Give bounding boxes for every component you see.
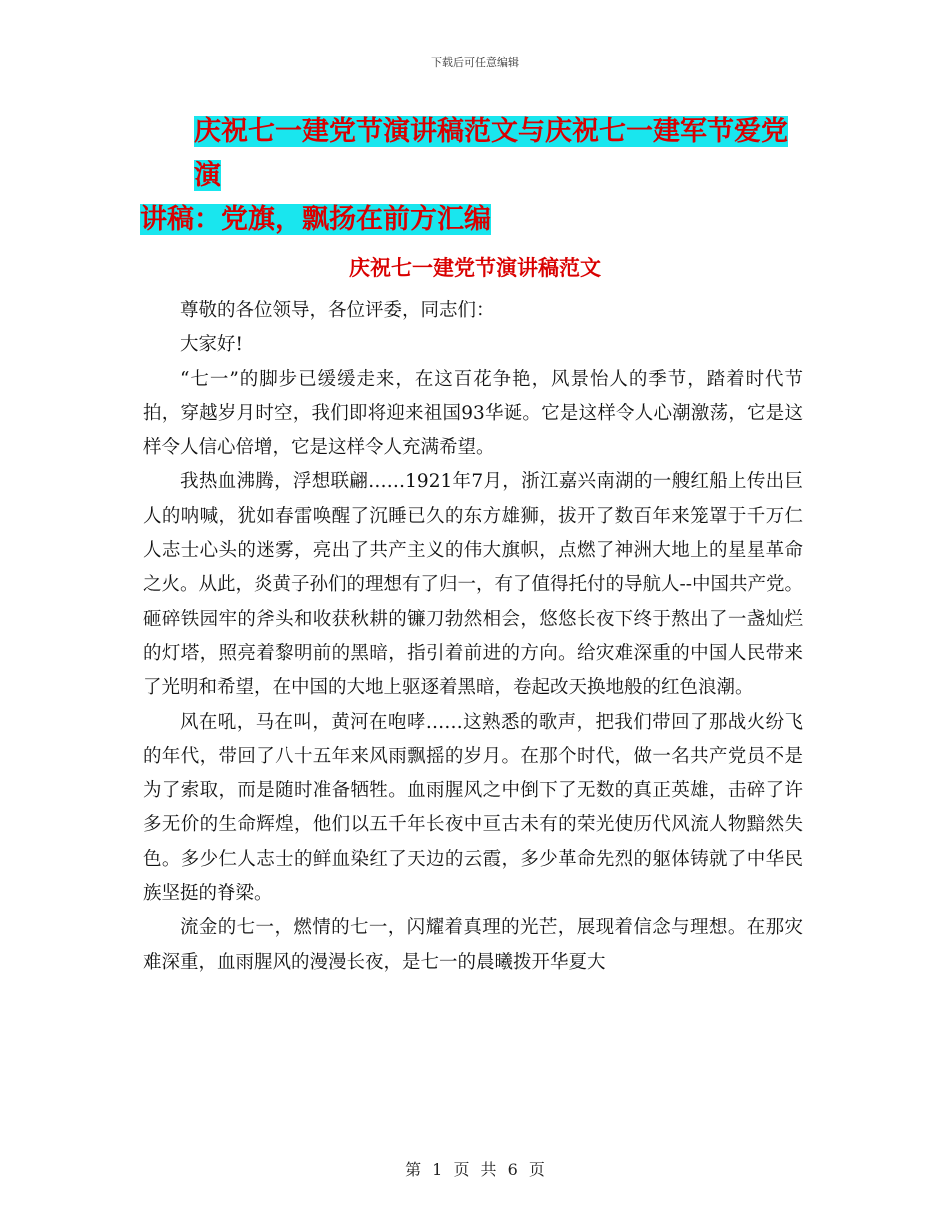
paragraph: 我热血沸腾，浮想联翩……1921年7月，浙江嘉兴南湖的一艘红船上传出巨人的呐喊，犹如春雷唤醒了沉睡已久的东方雄狮，拔开了数百年来笼罩于千万仁人志士心头的迷雾，亮出了共产主义的伟大旗帜，点燃了神洲大地上的星星革命之火。从此，炎黄子孙们的理想有了归一，有了值得托付的导航人--中国共产党。砸碎铁园牢的斧头和收获秋耕的镰刀勃然相会，悠悠长夜下终于熬出了一盏灿烂的灯塔，照亮着黎明前的黑暗，指引着前进的方向。给灾难深重的中国人民带来了光明和希望，在中国的大地上驱逐着黑暗，卷起改天换地般的红色浪潮。 (143, 471, 804, 699)
paragraph: “七一”的脚步已缓缓走来，在这百花争艳，风景怡人的季节，踏着时代节拍，穿越岁月时空，我们即将迎来祖国93华诞。它是这样令人心潮激荡，它是这样令人信心倍增，它是这样令人充满希望。 (143, 368, 803, 459)
paragraph: 风在吼，马在叫，黄河在咆哮……这熟悉的歌声，把我们带回了那战火纷飞的年代，带回了八十五年来风雨飘摇的岁月。在那个时代，做一名共产党员不是为了索取，而是随时准备牺牲。血雨腥风之中倒下了无数的真正英雄，击碎了许多无价的生命辉煌，他们以五千年长夜中亘古未有的荣光使历代风流人物黯然失色。多少仁人志士的鲜血染红了天边的云霞，多少革命先烈的躯体铸就了中华民族坚挺的脊梁。 (143, 711, 803, 905)
document-body (143, 294, 803, 980)
page-number-footer: 第 1 页 共 6 页 (405, 1160, 545, 1179)
title-line-1: 庆祝七一建党节演讲稿范文与庆祝七一建军节爱党演 (194, 116, 788, 191)
section-title: 庆祝七一建党节演讲稿范文 (349, 255, 601, 280)
title-line-2: 讲稿：党旗，飘扬在前方汇编 (140, 204, 491, 235)
paragraph-greeting: 大家好! (180, 334, 243, 356)
paragraph: 流金的七一，燃情的七一，闪耀着真理的光芒，展现着信念与理想。在那灾难深重，血雨腥风的漫漫长夜，是七一的晨曦拨开华夏大 (143, 917, 803, 973)
page-header-note: 下载后可任意编辑 (431, 56, 519, 69)
paragraph-salutation: 尊敬的各位领导，各位评委，同志们： (180, 300, 495, 321)
document-title (140, 110, 810, 242)
